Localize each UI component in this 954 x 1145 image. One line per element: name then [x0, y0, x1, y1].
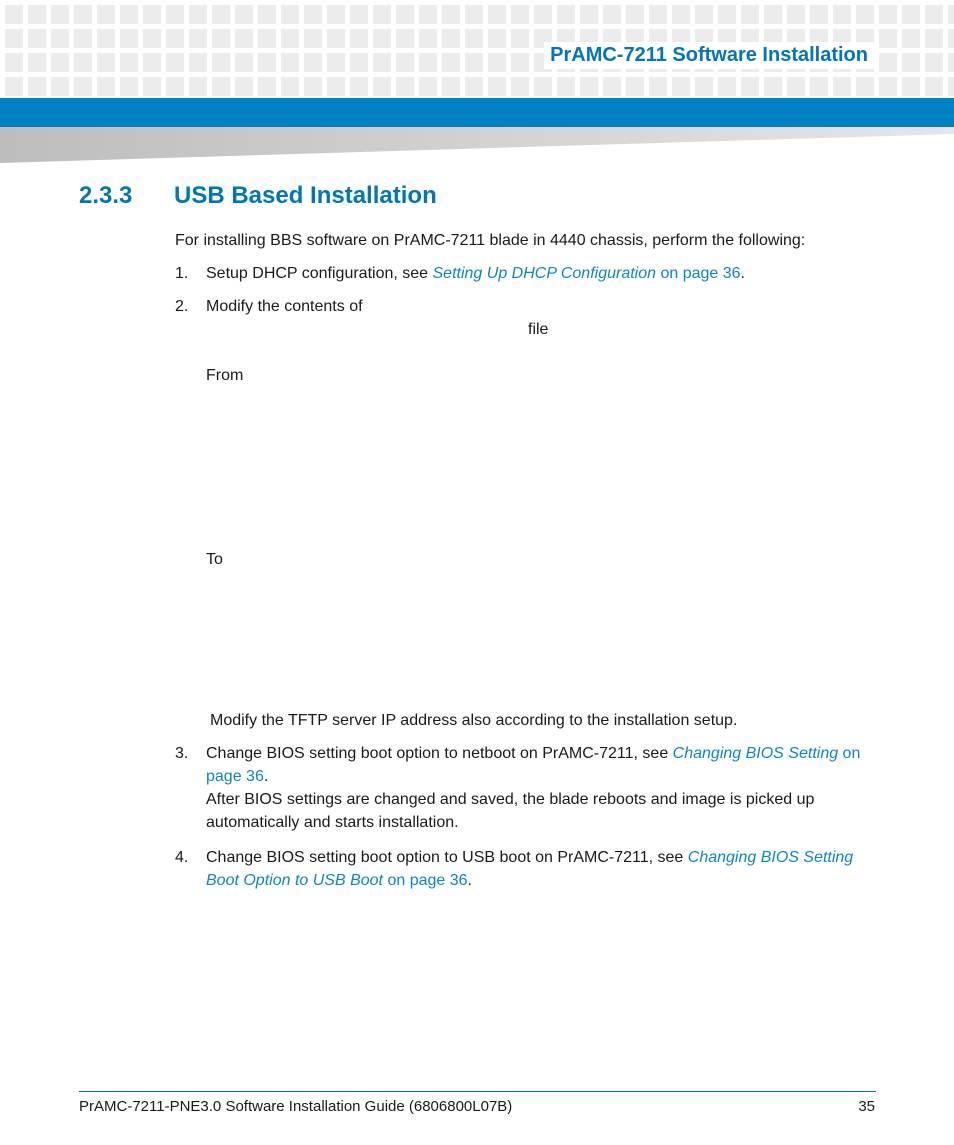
header-pattern — [0, 0, 954, 98]
step-3-text — [206, 742, 886, 834]
footer-doc-title: PrAMC-7211-PNE3.0 Software Installation Guide (6806800L07B) — [79, 1098, 513, 1115]
step-2-line2-file: file — [528, 321, 549, 338]
step-4-link-bios-a[interactable]: Changing BIOS Setting — [687, 849, 854, 866]
step-4-number: 4. — [175, 849, 189, 866]
running-header-title: PrAMC-7211 Software Installation — [544, 42, 874, 69]
step-3-line4: automatically and starts installation. — [206, 814, 459, 831]
step-3-link-on[interactable]: on — [838, 745, 861, 762]
step-3-number: 3. — [175, 745, 189, 762]
header-grey-wedge — [0, 127, 954, 163]
step-4-line1 — [206, 846, 886, 869]
step-1-text-before: Setup DHCP configuration, see — [206, 265, 433, 282]
footer-page-number: 35 — [858, 1098, 875, 1115]
step-3-line2 — [206, 765, 886, 788]
step-4-text-before: Change BIOS setting boot option to USB boot on PrAMC-7211, see — [206, 849, 688, 866]
step-2-to-label: To — [206, 551, 223, 568]
step-4-link-page[interactable]: on page 36 — [383, 872, 468, 889]
header-blue-band — [0, 98, 954, 127]
step-1-link-dhcp[interactable]: Setting Up DHCP Configuration — [432, 265, 657, 282]
step-4-line2 — [206, 869, 886, 892]
step-4-text — [206, 846, 886, 892]
footer-rule — [79, 1091, 876, 1092]
step-3-line3: After BIOS settings are changed and saved, the blade reboots and image is picked up — [206, 791, 815, 808]
step-4-period: . — [467, 872, 472, 889]
step-3-link-bios[interactable]: Changing BIOS Setting — [672, 745, 839, 762]
step-1-number: 1. — [175, 265, 189, 282]
step-3-text-before: Change BIOS setting boot option to netboot on PrAMC-7211, see — [206, 745, 673, 762]
step-3-period: . — [263, 768, 269, 785]
section-title: USB Based Installation — [174, 182, 437, 209]
step-3-line1 — [206, 742, 886, 765]
step-1-text — [206, 262, 745, 285]
step-4-link-bios-b[interactable]: Boot Option to USB Boot — [206, 872, 383, 889]
step-2-from-label: From — [206, 367, 244, 384]
intro-paragraph: For installing BBS software on PrAMC-7211 blade in 4440 chassis, perform the following: — [175, 232, 806, 249]
step-1-link-page[interactable]: on page 36 — [656, 265, 741, 282]
step-2-number: 2. — [175, 298, 189, 315]
section-heading — [79, 182, 437, 210]
step-3-link-page[interactable]: page 36 — [206, 768, 264, 785]
step-1-period: . — [740, 265, 745, 282]
step-2-note: Modify the TFTP server IP address also according to the installation setup. — [210, 712, 738, 729]
step-2-line1: Modify the contents of — [206, 298, 363, 315]
section-number: 2.3.3 — [79, 182, 133, 209]
